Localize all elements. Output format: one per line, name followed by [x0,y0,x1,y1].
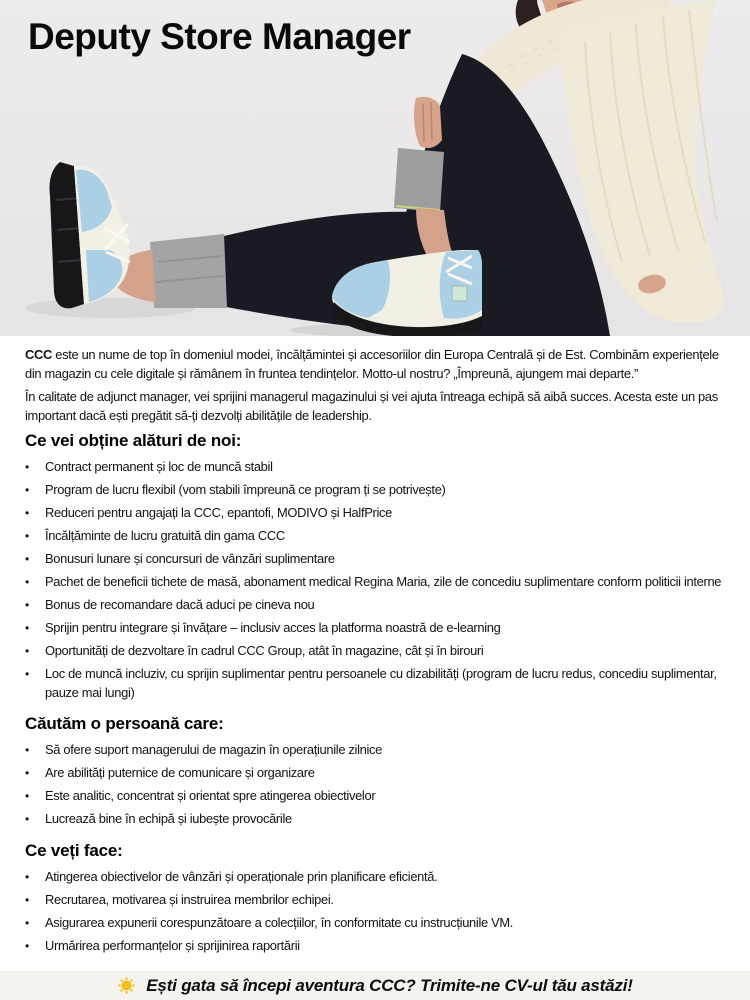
list-item: • Loc de muncă incluziv, cu sprijin suplimentar pentru persoanele cu dizabilități (program de lucru redus, concediu suplimentar, pauze mai lungi) [25,665,736,702]
list-item: • Pachet de beneficii tichete de masă, abonament medical Regina Maria, zile de concediu suplimentare conform politicii interne [25,573,736,592]
page-title: Deputy Store Manager [28,16,411,57]
section-heading: Ce vei obține alături de noi: [25,431,242,450]
responsibilities-list [25,868,736,956]
section-responsibilities [25,841,736,956]
brand-name: CCC [25,347,52,362]
bullet-marker [25,458,45,477]
profile-list [25,741,736,829]
list-item: • Reduceri pentru angajați la CCC, epantofi, MODIVO și HalfPrice [25,504,736,523]
intro-paragraph-2: În calitate de adjunct manager, vei sprijini managerul magazinului și vei ajuta întreaga echipă să aibă succes. Acesta este un pas important dacă ești pregătit să-ți dezvolți abilitățile de leadership. [25,389,718,423]
bullet-marker [25,481,45,500]
list-item: • Urmărirea performanțelor și sprijinirea raportării [25,937,736,956]
intro-paragraphs [25,346,736,425]
list-item: • Încălțăminte de lucru gratuită din gama CCC [25,527,736,546]
bullet-marker [25,937,45,956]
benefits-list [25,458,736,702]
bullet-marker [25,527,45,546]
list-item: • Contract permanent și loc de muncă stabil [25,458,736,477]
bullet-marker [25,764,45,783]
bullet-marker [25,573,45,592]
bullet-marker [25,619,45,638]
cta-bar [0,971,750,1000]
bullet-marker [25,642,45,661]
list-item: • Oportunități de dezvoltare în cadrul CCC Group, atât în magazine, cât și în birouri [25,642,736,661]
section-benefits [25,431,736,702]
bullet-marker [25,741,45,760]
section-heading: Căutăm o persoană care: [25,714,224,733]
section-heading: Ce veți face: [25,840,123,860]
list-item: • Să ofere suport managerului de magazin în operațiunile zilnice [25,741,736,760]
sun-icon [117,976,136,995]
list-item: • Lucrează bine în echipă și iubește provocările [25,810,736,829]
section-profile [25,714,736,829]
list-item: • Asigurarea expunerii corespunzătoare a colecțiilor, în conformitate cu instrucțiunile VM. [25,914,736,933]
list-item: • Are abilități puternice de comunicare și organizare [25,764,736,783]
bullet-marker [25,914,45,933]
list-item: • Sprijin pentru integrare și învățare – inclusiv acces la platforma noastră de e-learning [25,619,736,638]
bullet-marker [25,787,45,806]
list-item: • Program de lucru flexibil (vom stabili împreună ce program ți se potrivește) [25,481,736,500]
bullet-marker [25,891,45,910]
bullet-marker [25,550,45,569]
hero-photo [0,0,750,336]
list-item: • Recrutarea, motivarea și instruirea membrilor echipei. [25,891,736,910]
list-item: • Atingerea obiectivelor de vânzări și operaționale prin planificare eficientă. [25,868,736,887]
bullet-marker [25,665,45,702]
bullet-marker [25,504,45,523]
bullet-marker [25,596,45,615]
intro-paragraph-1: CCC este un nume de top în domeniul modei, încălțămintei și accesoriilor din Europa Centrală și de Est. Combinăm experiențele din magazin cu cele digitale și rămânem în fruntea tendințelor. Motto-ul nostru? „Împreună, ajungem mai departe.” [25,347,719,381]
bullet-marker [25,810,45,829]
job-description [0,336,750,960]
list-item: • Este analitic, concentrat și orientat spre atingerea obiectivelor [25,787,736,806]
list-item: • Bonusuri lunare și concursuri de vânzări suplimentare [25,550,736,569]
bullet-marker [25,868,45,887]
cta-text: Ești gata să începi aventura CCC? Trimite-ne CV-ul tău astăzi! [146,975,633,995]
list-item: • Bonus de recomandare dacă aduci pe cineva nou [25,596,736,615]
